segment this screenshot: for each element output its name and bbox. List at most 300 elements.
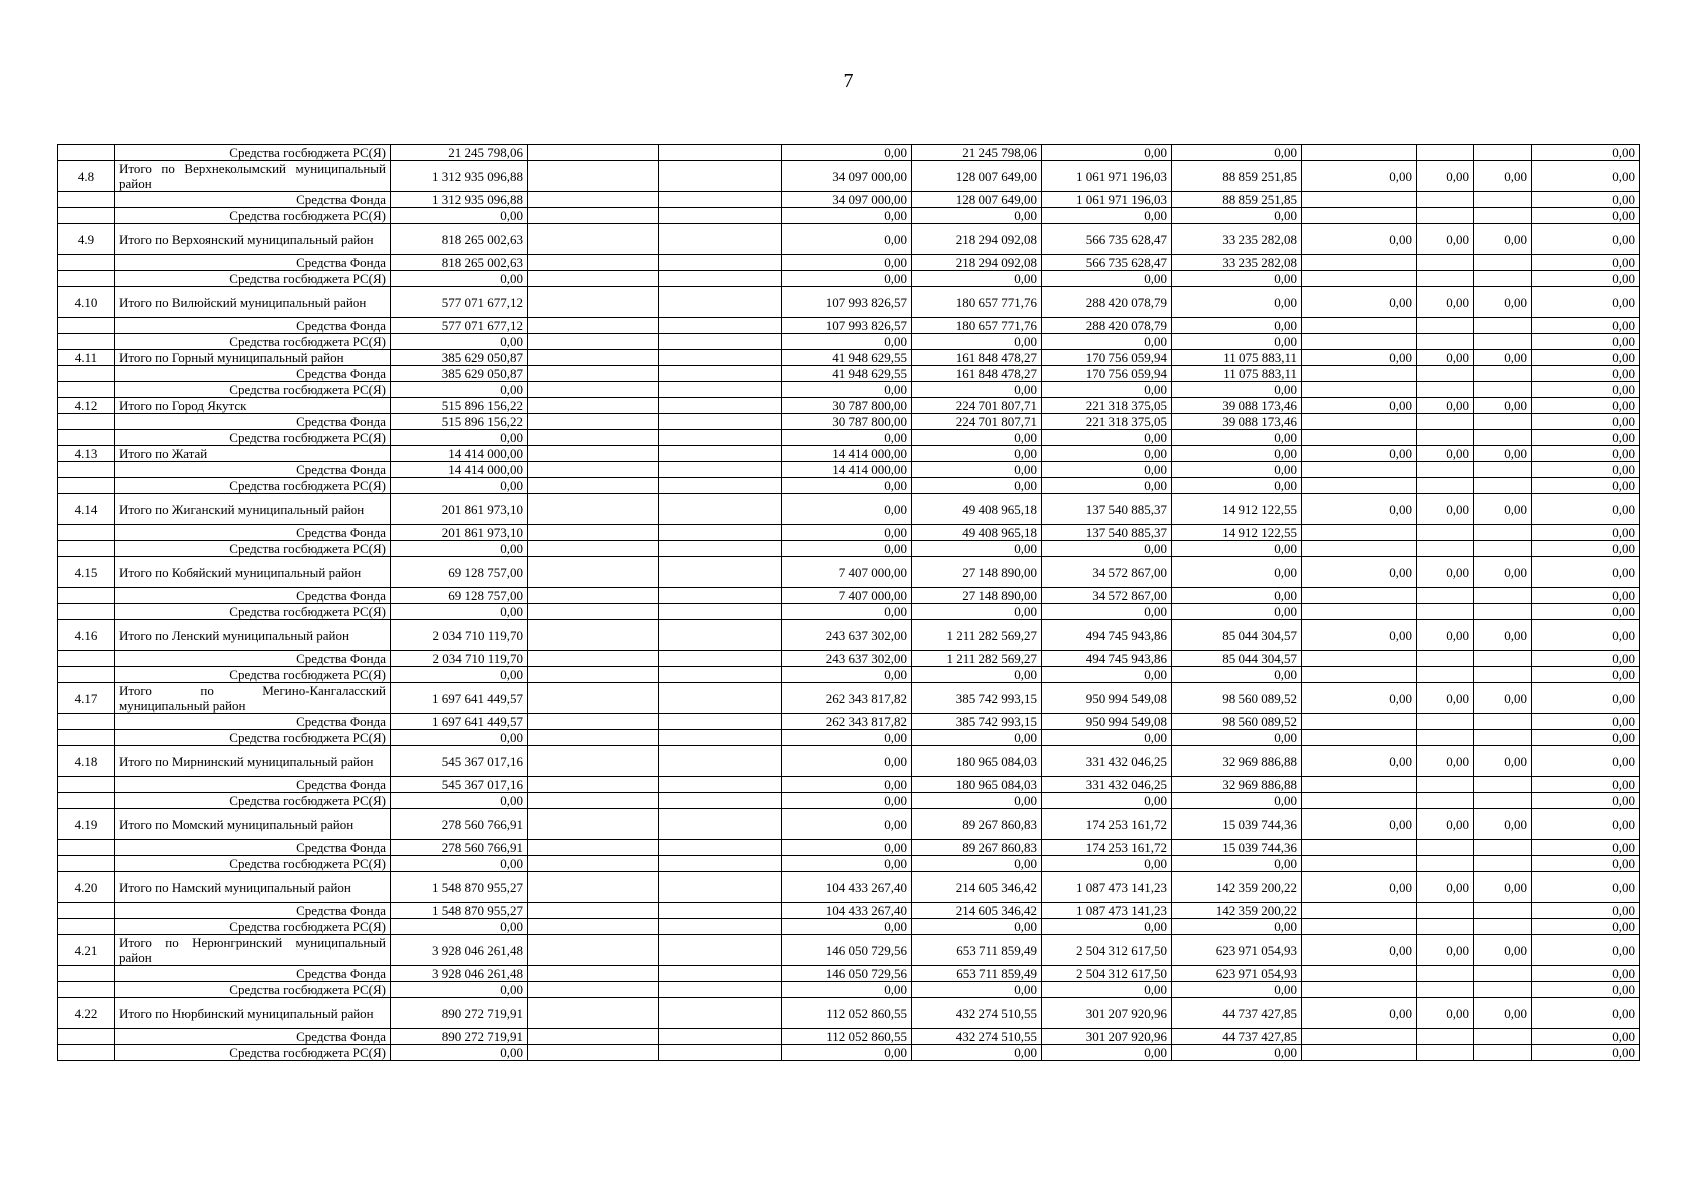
- table-row: [58, 334, 1640, 350]
- amount-cell-c9: 14 912 122,55: [1172, 494, 1302, 525]
- amount-cell-c6: 146 050 729,56: [782, 935, 912, 966]
- amount-cell-c11: 0,00: [1417, 620, 1474, 651]
- table-row: [58, 382, 1640, 398]
- amount-cell-c3: 1 697 641 449,57: [391, 683, 528, 714]
- amount-cell-c11: [1417, 840, 1474, 856]
- district-total-label: Итого по Верхоянский муниципальный район: [115, 224, 391, 255]
- amount-cell-c12: [1474, 588, 1532, 604]
- amount-cell-c9: 0,00: [1172, 318, 1302, 334]
- amount-cell-c5: [659, 398, 782, 414]
- district-total-label: Итого по Горный муниципальный район: [115, 350, 391, 366]
- amount-cell-c11: [1417, 982, 1474, 998]
- amount-cell-c13: 0,00: [1532, 872, 1640, 903]
- amount-cell-c12: [1474, 145, 1532, 161]
- amount-cell-c10: 0,00: [1302, 998, 1417, 1029]
- amount-cell-c8: 0,00: [1042, 145, 1172, 161]
- amount-cell-c6: 0,00: [782, 334, 912, 350]
- amount-cell-c8: 34 572 867,00: [1042, 588, 1172, 604]
- amount-cell-c5: [659, 478, 782, 494]
- amount-cell-c8: 331 432 046,25: [1042, 746, 1172, 777]
- district-total-label: Итого по Мегино-Кангаласский муниципальный район: [115, 683, 391, 714]
- amount-cell-c8: 566 735 628,47: [1042, 224, 1172, 255]
- amount-cell-c6: 0,00: [782, 840, 912, 856]
- amount-cell-c5: [659, 683, 782, 714]
- amount-cell-c10: [1302, 777, 1417, 793]
- amount-cell-c9: 0,00: [1172, 145, 1302, 161]
- amount-cell-c12: 0,00: [1474, 746, 1532, 777]
- amount-cell-c13: 0,00: [1532, 620, 1640, 651]
- amount-cell-c4: [528, 462, 659, 478]
- amount-cell-c10: [1302, 651, 1417, 667]
- funding-source-label: Средства Фонда: [115, 366, 391, 382]
- amount-cell-c13: 0,00: [1532, 793, 1640, 809]
- amount-cell-c4: [528, 588, 659, 604]
- amount-cell-c9: 88 859 251,85: [1172, 192, 1302, 208]
- amount-cell-c7: 385 742 993,15: [912, 683, 1042, 714]
- row-number: [58, 382, 115, 398]
- amount-cell-c10: [1302, 366, 1417, 382]
- amount-cell-c3: 21 245 798,06: [391, 145, 528, 161]
- funding-source-label: Средства госбюджета РС(Я): [115, 856, 391, 872]
- funding-source-label: Средства госбюджета РС(Я): [115, 382, 391, 398]
- amount-cell-c8: 2 504 312 617,50: [1042, 935, 1172, 966]
- table-row: [58, 366, 1640, 382]
- amount-cell-c9: 33 235 282,08: [1172, 224, 1302, 255]
- amount-cell-c12: 0,00: [1474, 287, 1532, 318]
- amount-cell-c5: [659, 903, 782, 919]
- amount-cell-c7: 0,00: [912, 982, 1042, 998]
- amount-cell-c10: 0,00: [1302, 620, 1417, 651]
- amount-cell-c8: 0,00: [1042, 446, 1172, 462]
- amount-cell-c9: 85 044 304,57: [1172, 620, 1302, 651]
- amount-cell-c9: 0,00: [1172, 667, 1302, 683]
- row-number: [58, 667, 115, 683]
- amount-cell-c8: 1 087 473 141,23: [1042, 903, 1172, 919]
- amount-cell-c8: 0,00: [1042, 478, 1172, 494]
- amount-cell-c10: [1302, 1045, 1417, 1061]
- amount-cell-c5: [659, 366, 782, 382]
- amount-cell-c11: 0,00: [1417, 494, 1474, 525]
- amount-cell-c9: 39 088 173,46: [1172, 414, 1302, 430]
- amount-cell-c12: [1474, 777, 1532, 793]
- amount-cell-c5: [659, 588, 782, 604]
- district-total-label: Итого по Нерюнгринский муниципальный район: [115, 935, 391, 966]
- amount-cell-c4: [528, 730, 659, 746]
- amount-cell-c3: 201 861 973,10: [391, 525, 528, 541]
- amount-cell-c13: 0,00: [1532, 525, 1640, 541]
- amount-cell-c11: 0,00: [1417, 557, 1474, 588]
- row-number: 4.9: [58, 224, 115, 255]
- table-row: [58, 620, 1640, 651]
- amount-cell-c11: [1417, 334, 1474, 350]
- amount-cell-c5: [659, 430, 782, 446]
- amount-cell-c3: 1 312 935 096,88: [391, 161, 528, 192]
- amount-cell-c5: [659, 872, 782, 903]
- amount-cell-c6: 0,00: [782, 809, 912, 840]
- amount-cell-c3: 0,00: [391, 982, 528, 998]
- row-number: [58, 271, 115, 287]
- amount-cell-c12: 0,00: [1474, 398, 1532, 414]
- amount-cell-c4: [528, 208, 659, 224]
- amount-cell-c10: [1302, 730, 1417, 746]
- amount-cell-c10: [1302, 478, 1417, 494]
- amount-cell-c6: 0,00: [782, 541, 912, 557]
- amount-cell-c13: 0,00: [1532, 446, 1640, 462]
- district-total-label: Итого по Кобяйский муниципальный район: [115, 557, 391, 588]
- amount-cell-c12: 0,00: [1474, 350, 1532, 366]
- amount-cell-c3: 14 414 000,00: [391, 446, 528, 462]
- amount-cell-c7: 89 267 860,83: [912, 809, 1042, 840]
- amount-cell-c5: [659, 604, 782, 620]
- amount-cell-c11: [1417, 919, 1474, 935]
- amount-cell-c4: [528, 856, 659, 872]
- amount-cell-c12: 0,00: [1474, 935, 1532, 966]
- amount-cell-c4: [528, 840, 659, 856]
- amount-cell-c4: [528, 966, 659, 982]
- amount-cell-c5: [659, 809, 782, 840]
- amount-cell-c12: [1474, 840, 1532, 856]
- amount-cell-c9: 32 969 886,88: [1172, 777, 1302, 793]
- amount-cell-c6: 146 050 729,56: [782, 966, 912, 982]
- amount-cell-c4: [528, 604, 659, 620]
- amount-cell-c7: 0,00: [912, 478, 1042, 494]
- amount-cell-c13: 0,00: [1532, 840, 1640, 856]
- amount-cell-c13: 0,00: [1532, 746, 1640, 777]
- amount-cell-c5: [659, 998, 782, 1029]
- amount-cell-c11: [1417, 588, 1474, 604]
- table-body: [58, 145, 1640, 1061]
- amount-cell-c11: 0,00: [1417, 161, 1474, 192]
- amount-cell-c8: 0,00: [1042, 382, 1172, 398]
- amount-cell-c11: [1417, 145, 1474, 161]
- amount-cell-c13: 0,00: [1532, 998, 1640, 1029]
- funding-source-label: Средства Фонда: [115, 903, 391, 919]
- amount-cell-c12: 0,00: [1474, 557, 1532, 588]
- amount-cell-c3: 0,00: [391, 919, 528, 935]
- amount-cell-c12: 0,00: [1474, 998, 1532, 1029]
- amount-cell-c8: 950 994 549,08: [1042, 714, 1172, 730]
- amount-cell-c13: 0,00: [1532, 192, 1640, 208]
- row-number: [58, 334, 115, 350]
- amount-cell-c13: 0,00: [1532, 856, 1640, 872]
- amount-cell-c7: 0,00: [912, 919, 1042, 935]
- amount-cell-c4: [528, 525, 659, 541]
- amount-cell-c7: 180 965 084,03: [912, 746, 1042, 777]
- amount-cell-c5: [659, 667, 782, 683]
- row-number: [58, 919, 115, 935]
- amount-cell-c4: [528, 620, 659, 651]
- table-row: [58, 525, 1640, 541]
- amount-cell-c13: 0,00: [1532, 588, 1640, 604]
- amount-cell-c13: 0,00: [1532, 287, 1640, 318]
- amount-cell-c3: 0,00: [391, 382, 528, 398]
- amount-cell-c13: 0,00: [1532, 1045, 1640, 1061]
- amount-cell-c3: 1 548 870 955,27: [391, 903, 528, 919]
- amount-cell-c7: 180 657 771,76: [912, 318, 1042, 334]
- table-row: [58, 462, 1640, 478]
- district-total-label: Итого по Ленский муниципальный район: [115, 620, 391, 651]
- amount-cell-c11: [1417, 382, 1474, 398]
- amount-cell-c12: 0,00: [1474, 224, 1532, 255]
- budget-table: [57, 144, 1640, 1061]
- amount-cell-c13: 0,00: [1532, 430, 1640, 446]
- district-total-label: Итого по Верхнеколымский муниципальный район: [115, 161, 391, 192]
- amount-cell-c4: [528, 1029, 659, 1045]
- amount-cell-c10: 0,00: [1302, 809, 1417, 840]
- amount-cell-c5: [659, 446, 782, 462]
- funding-source-label: Средства Фонда: [115, 462, 391, 478]
- amount-cell-c4: [528, 541, 659, 557]
- amount-cell-c4: [528, 998, 659, 1029]
- amount-cell-c6: 0,00: [782, 208, 912, 224]
- table-row: [58, 398, 1640, 414]
- amount-cell-c12: [1474, 903, 1532, 919]
- amount-cell-c8: 0,00: [1042, 604, 1172, 620]
- amount-cell-c12: 0,00: [1474, 809, 1532, 840]
- amount-cell-c7: 0,00: [912, 382, 1042, 398]
- amount-cell-c12: [1474, 366, 1532, 382]
- table-row: [58, 840, 1640, 856]
- amount-cell-c3: 0,00: [391, 478, 528, 494]
- amount-cell-c5: [659, 620, 782, 651]
- amount-cell-c8: 0,00: [1042, 982, 1172, 998]
- amount-cell-c5: [659, 1029, 782, 1045]
- amount-cell-c6: 0,00: [782, 1045, 912, 1061]
- amount-cell-c6: 104 433 267,40: [782, 872, 912, 903]
- amount-cell-c5: [659, 840, 782, 856]
- amount-cell-c5: [659, 966, 782, 982]
- amount-cell-c12: [1474, 793, 1532, 809]
- amount-cell-c10: 0,00: [1302, 161, 1417, 192]
- funding-source-label: Средства госбюджета РС(Я): [115, 541, 391, 557]
- amount-cell-c9: 142 359 200,22: [1172, 903, 1302, 919]
- row-number: 4.18: [58, 746, 115, 777]
- row-number: 4.21: [58, 935, 115, 966]
- amount-cell-c10: 0,00: [1302, 398, 1417, 414]
- row-number: [58, 856, 115, 872]
- funding-source-label: Средства Фонда: [115, 318, 391, 334]
- amount-cell-c11: 0,00: [1417, 683, 1474, 714]
- table-row: [58, 667, 1640, 683]
- row-number: [58, 145, 115, 161]
- amount-cell-c3: 818 265 002,63: [391, 224, 528, 255]
- amount-cell-c11: [1417, 903, 1474, 919]
- amount-cell-c9: 0,00: [1172, 982, 1302, 998]
- amount-cell-c10: [1302, 271, 1417, 287]
- amount-cell-c6: 34 097 000,00: [782, 161, 912, 192]
- amount-cell-c3: 0,00: [391, 667, 528, 683]
- row-number: 4.10: [58, 287, 115, 318]
- amount-cell-c3: 890 272 719,91: [391, 1029, 528, 1045]
- row-number: [58, 255, 115, 271]
- amount-cell-c7: 49 408 965,18: [912, 525, 1042, 541]
- amount-cell-c3: 278 560 766,91: [391, 840, 528, 856]
- amount-cell-c10: 0,00: [1302, 872, 1417, 903]
- amount-cell-c7: 0,00: [912, 667, 1042, 683]
- amount-cell-c12: [1474, 271, 1532, 287]
- amount-cell-c13: 0,00: [1532, 714, 1640, 730]
- amount-cell-c9: 0,00: [1172, 730, 1302, 746]
- amount-cell-c6: 7 407 000,00: [782, 588, 912, 604]
- amount-cell-c9: 98 560 089,52: [1172, 714, 1302, 730]
- funding-source-label: Средства госбюджета РС(Я): [115, 919, 391, 935]
- amount-cell-c3: 385 629 050,87: [391, 350, 528, 366]
- amount-cell-c8: 170 756 059,94: [1042, 350, 1172, 366]
- amount-cell-c6: 243 637 302,00: [782, 620, 912, 651]
- row-number: [58, 651, 115, 667]
- amount-cell-c6: 262 343 817,82: [782, 683, 912, 714]
- amount-cell-c11: [1417, 414, 1474, 430]
- amount-cell-c8: 0,00: [1042, 1045, 1172, 1061]
- table-row: [58, 1029, 1640, 1045]
- amount-cell-c11: 0,00: [1417, 998, 1474, 1029]
- amount-cell-c3: 1 312 935 096,88: [391, 192, 528, 208]
- table-row: [58, 446, 1640, 462]
- amount-cell-c13: 0,00: [1532, 255, 1640, 271]
- amount-cell-c5: [659, 525, 782, 541]
- amount-cell-c10: [1302, 462, 1417, 478]
- amount-cell-c4: [528, 271, 659, 287]
- amount-cell-c5: [659, 414, 782, 430]
- amount-cell-c11: [1417, 541, 1474, 557]
- amount-cell-c5: [659, 651, 782, 667]
- amount-cell-c5: [659, 192, 782, 208]
- amount-cell-c6: 0,00: [782, 793, 912, 809]
- amount-cell-c11: [1417, 667, 1474, 683]
- amount-cell-c3: 0,00: [391, 208, 528, 224]
- funding-source-label: Средства госбюджета РС(Я): [115, 793, 391, 809]
- amount-cell-c10: [1302, 588, 1417, 604]
- amount-cell-c5: [659, 462, 782, 478]
- amount-cell-c3: 2 034 710 119,70: [391, 651, 528, 667]
- amount-cell-c13: 0,00: [1532, 809, 1640, 840]
- amount-cell-c8: 137 540 885,37: [1042, 494, 1172, 525]
- amount-cell-c5: [659, 541, 782, 557]
- amount-cell-c7: 0,00: [912, 1045, 1042, 1061]
- row-number: 4.13: [58, 446, 115, 462]
- amount-cell-c9: 0,00: [1172, 446, 1302, 462]
- amount-cell-c12: [1474, 919, 1532, 935]
- amount-cell-c8: 1 061 971 196,03: [1042, 192, 1172, 208]
- amount-cell-c12: [1474, 856, 1532, 872]
- amount-cell-c13: 0,00: [1532, 224, 1640, 255]
- amount-cell-c13: 0,00: [1532, 777, 1640, 793]
- table-row: [58, 318, 1640, 334]
- amount-cell-c3: 0,00: [391, 541, 528, 557]
- amount-cell-c11: [1417, 462, 1474, 478]
- amount-cell-c9: 0,00: [1172, 557, 1302, 588]
- amount-cell-c13: 0,00: [1532, 208, 1640, 224]
- amount-cell-c7: 161 848 478,27: [912, 366, 1042, 382]
- amount-cell-c4: [528, 1045, 659, 1061]
- row-number: [58, 525, 115, 541]
- amount-cell-c6: 41 948 629,55: [782, 366, 912, 382]
- amount-cell-c8: 301 207 920,96: [1042, 998, 1172, 1029]
- amount-cell-c10: [1302, 856, 1417, 872]
- amount-cell-c10: [1302, 414, 1417, 430]
- amount-cell-c4: [528, 382, 659, 398]
- district-total-label: Итого по Мирнинский муниципальный район: [115, 746, 391, 777]
- amount-cell-c6: 0,00: [782, 525, 912, 541]
- amount-cell-c7: 161 848 478,27: [912, 350, 1042, 366]
- row-number: [58, 541, 115, 557]
- amount-cell-c7: 653 711 859,49: [912, 966, 1042, 982]
- funding-source-label: Средства Фонда: [115, 777, 391, 793]
- amount-cell-c8: 0,00: [1042, 208, 1172, 224]
- amount-cell-c8: 1 087 473 141,23: [1042, 872, 1172, 903]
- row-number: 4.16: [58, 620, 115, 651]
- amount-cell-c6: 0,00: [782, 382, 912, 398]
- amount-cell-c11: [1417, 366, 1474, 382]
- amount-cell-c6: 41 948 629,55: [782, 350, 912, 366]
- amount-cell-c4: [528, 982, 659, 998]
- row-number: [58, 982, 115, 998]
- amount-cell-c10: 0,00: [1302, 287, 1417, 318]
- amount-cell-c8: 1 061 971 196,03: [1042, 161, 1172, 192]
- amount-cell-c4: [528, 557, 659, 588]
- table-row: [58, 478, 1640, 494]
- amount-cell-c3: 69 128 757,00: [391, 588, 528, 604]
- amount-cell-c11: [1417, 271, 1474, 287]
- amount-cell-c10: [1302, 604, 1417, 620]
- row-number: [58, 1029, 115, 1045]
- row-number: [58, 430, 115, 446]
- amount-cell-c6: 14 414 000,00: [782, 446, 912, 462]
- amount-cell-c3: 515 896 156,22: [391, 398, 528, 414]
- amount-cell-c9: 88 859 251,85: [1172, 161, 1302, 192]
- amount-cell-c13: 0,00: [1532, 966, 1640, 982]
- row-number: 4.17: [58, 683, 115, 714]
- amount-cell-c13: 0,00: [1532, 350, 1640, 366]
- amount-cell-c3: 3 928 046 261,48: [391, 966, 528, 982]
- amount-cell-c9: 98 560 089,52: [1172, 683, 1302, 714]
- row-number: [58, 366, 115, 382]
- amount-cell-c9: 0,00: [1172, 334, 1302, 350]
- amount-cell-c10: [1302, 714, 1417, 730]
- amount-cell-c4: [528, 651, 659, 667]
- amount-cell-c4: [528, 872, 659, 903]
- row-number: [58, 903, 115, 919]
- amount-cell-c10: [1302, 145, 1417, 161]
- amount-cell-c5: [659, 714, 782, 730]
- amount-cell-c6: 0,00: [782, 604, 912, 620]
- amount-cell-c10: [1302, 1029, 1417, 1045]
- amount-cell-c11: [1417, 966, 1474, 982]
- amount-cell-c9: 0,00: [1172, 856, 1302, 872]
- amount-cell-c5: [659, 208, 782, 224]
- amount-cell-c8: 950 994 549,08: [1042, 683, 1172, 714]
- amount-cell-c13: 0,00: [1532, 935, 1640, 966]
- amount-cell-c7: 432 274 510,55: [912, 1029, 1042, 1045]
- amount-cell-c10: 0,00: [1302, 557, 1417, 588]
- amount-cell-c11: 0,00: [1417, 872, 1474, 903]
- amount-cell-c6: 0,00: [782, 494, 912, 525]
- funding-source-label: Средства госбюджета РС(Я): [115, 430, 391, 446]
- district-total-label: Итого по Намский муниципальный район: [115, 872, 391, 903]
- amount-cell-c6: 14 414 000,00: [782, 462, 912, 478]
- funding-source-label: Средства Фонда: [115, 525, 391, 541]
- amount-cell-c6: 243 637 302,00: [782, 651, 912, 667]
- amount-cell-c9: 15 039 744,36: [1172, 840, 1302, 856]
- amount-cell-c8: 170 756 059,94: [1042, 366, 1172, 382]
- amount-cell-c5: [659, 919, 782, 935]
- amount-cell-c6: 0,00: [782, 478, 912, 494]
- table-row: [58, 224, 1640, 255]
- amount-cell-c3: 3 928 046 261,48: [391, 935, 528, 966]
- amount-cell-c7: 128 007 649,00: [912, 161, 1042, 192]
- table-row: [58, 1045, 1640, 1061]
- amount-cell-c7: 89 267 860,83: [912, 840, 1042, 856]
